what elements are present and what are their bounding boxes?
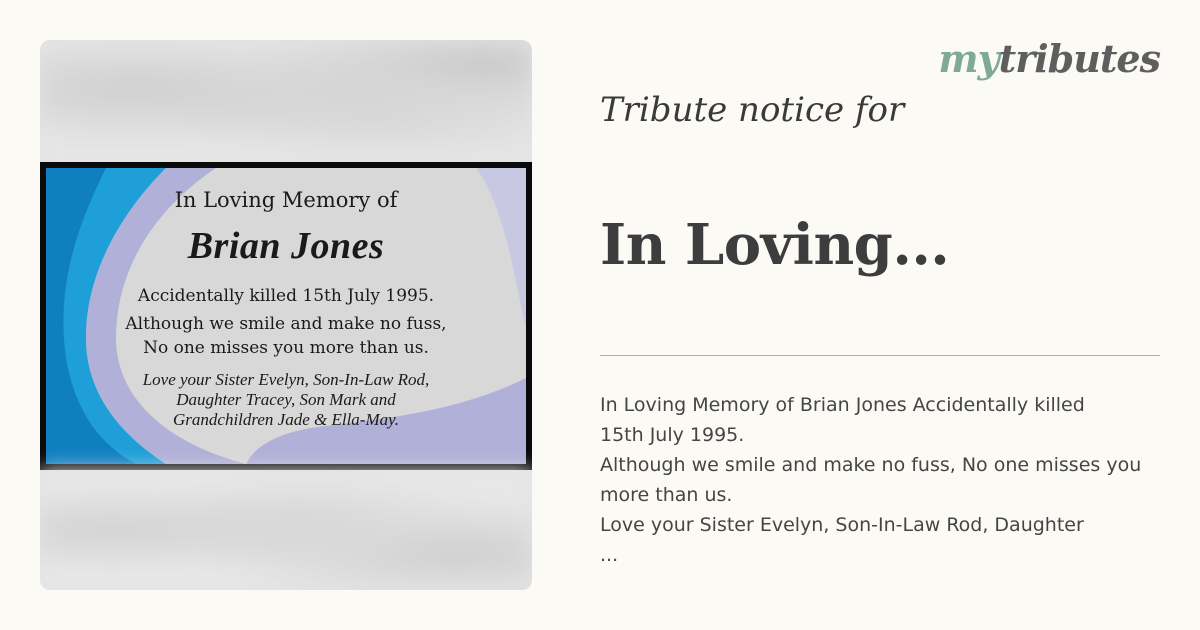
mytributes-logo[interactable]	[938, 36, 1160, 81]
notice-image-inner	[44, 166, 528, 466]
notice-text	[46, 168, 526, 464]
notice-love-line-2: Daughter Tracey, Son Mark and	[176, 390, 396, 409]
notice-image	[40, 162, 532, 470]
tribute-title: In Loving...	[600, 212, 950, 278]
notice-love-line-3: Grandchildren Jade & Ella-May.	[173, 410, 399, 429]
notice-heading: In Loving Memory of	[174, 188, 398, 212]
tribute-body-text	[600, 390, 1165, 570]
body-line-6: ...	[600, 544, 619, 566]
notice-verse-line-2: No one misses you more than us.	[143, 338, 429, 358]
body-line-2: 15th July 1995.	[600, 424, 745, 446]
divider	[600, 355, 1160, 356]
body-line-5: Love your Sister Evelyn, Son-In-Law Rod, Daughter	[600, 514, 1084, 536]
logo-part-my: my	[938, 36, 999, 81]
logo-part-tributes: tributes	[998, 36, 1160, 81]
notice-love-line-1: Love your Sister Evelyn, Son-In-Law Rod,	[142, 370, 430, 389]
tribute-subtitle: Tribute notice for	[600, 90, 905, 130]
body-line-3: Although we smile and make no fuss, No one misses you	[600, 454, 1142, 476]
notice-image-panel[interactable]	[40, 40, 532, 590]
notice-name: Brian Jones	[187, 225, 385, 267]
blurred-background-bottom	[40, 470, 532, 590]
body-line-4: more than us.	[600, 484, 733, 506]
blurred-background-top	[40, 40, 532, 162]
notice-verse-line-1: Although we smile and make no fuss,	[125, 314, 447, 334]
body-line-1: In Loving Memory of Brian Jones Accidentally killed	[600, 394, 1085, 416]
notice-killed-line: Accidentally killed 15th July 1995.	[137, 286, 435, 306]
notice-love-lines	[46, 370, 526, 430]
